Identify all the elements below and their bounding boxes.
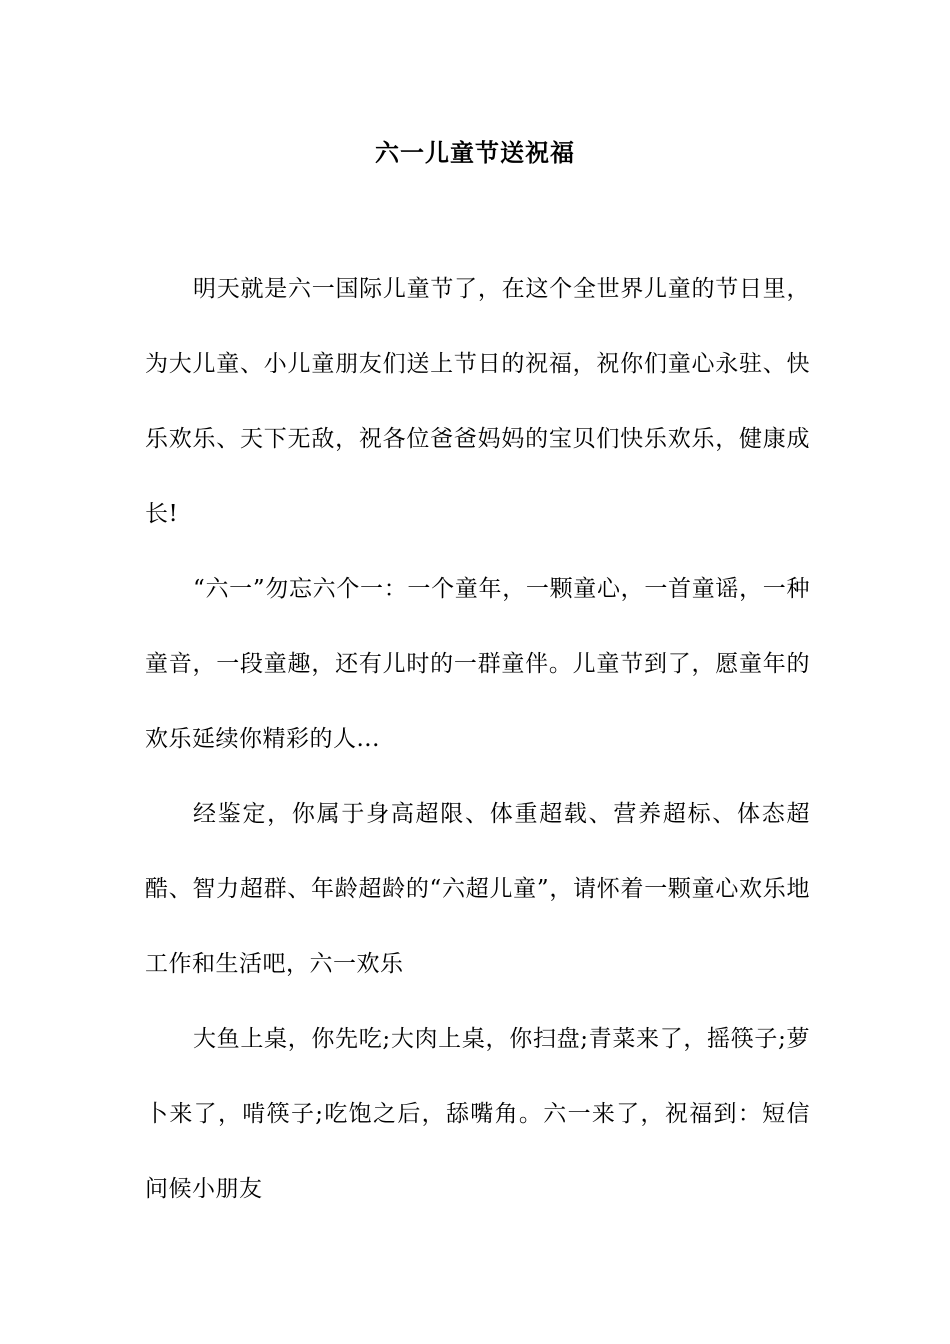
- paragraph-3: 经鉴定，你属于身高超限、体重超载、营养超标、体态超酷、智力超群、年龄超龄的“六超儿童”，请怀着一颗童心欢乐地工作和生活吧，六一欢乐: [145, 801, 810, 977]
- document-body: [145, 252, 810, 1227]
- paragraph-2: “六一”勿忘六个一：一个童年，一颗童心，一首童谣，一种童音，一段童趣，还有儿时的一群童伴。儿童节到了，愿童年的欢乐延续你精彩的人...: [145, 576, 810, 752]
- paragraph-1: 明天就是六一国际儿童节了，在这个全世界儿童的节日里，为大儿童、小儿童朋友们送上节日的祝福，祝你们童心永驻、快乐欢乐、天下无敌，祝各位爸爸妈妈的宝贝们快乐欢乐，健康成长!: [145, 276, 810, 527]
- document-title: 六一儿童节送祝福: [375, 138, 575, 167]
- paragraph-4: 大鱼上桌，你先吃;大肉上桌，你扫盘;青菜来了，摇筷子;萝卜来了，啃筷子;吃饱之后，舔嘴角。六一来了，祝福到：短信问候小朋友: [145, 1026, 810, 1202]
